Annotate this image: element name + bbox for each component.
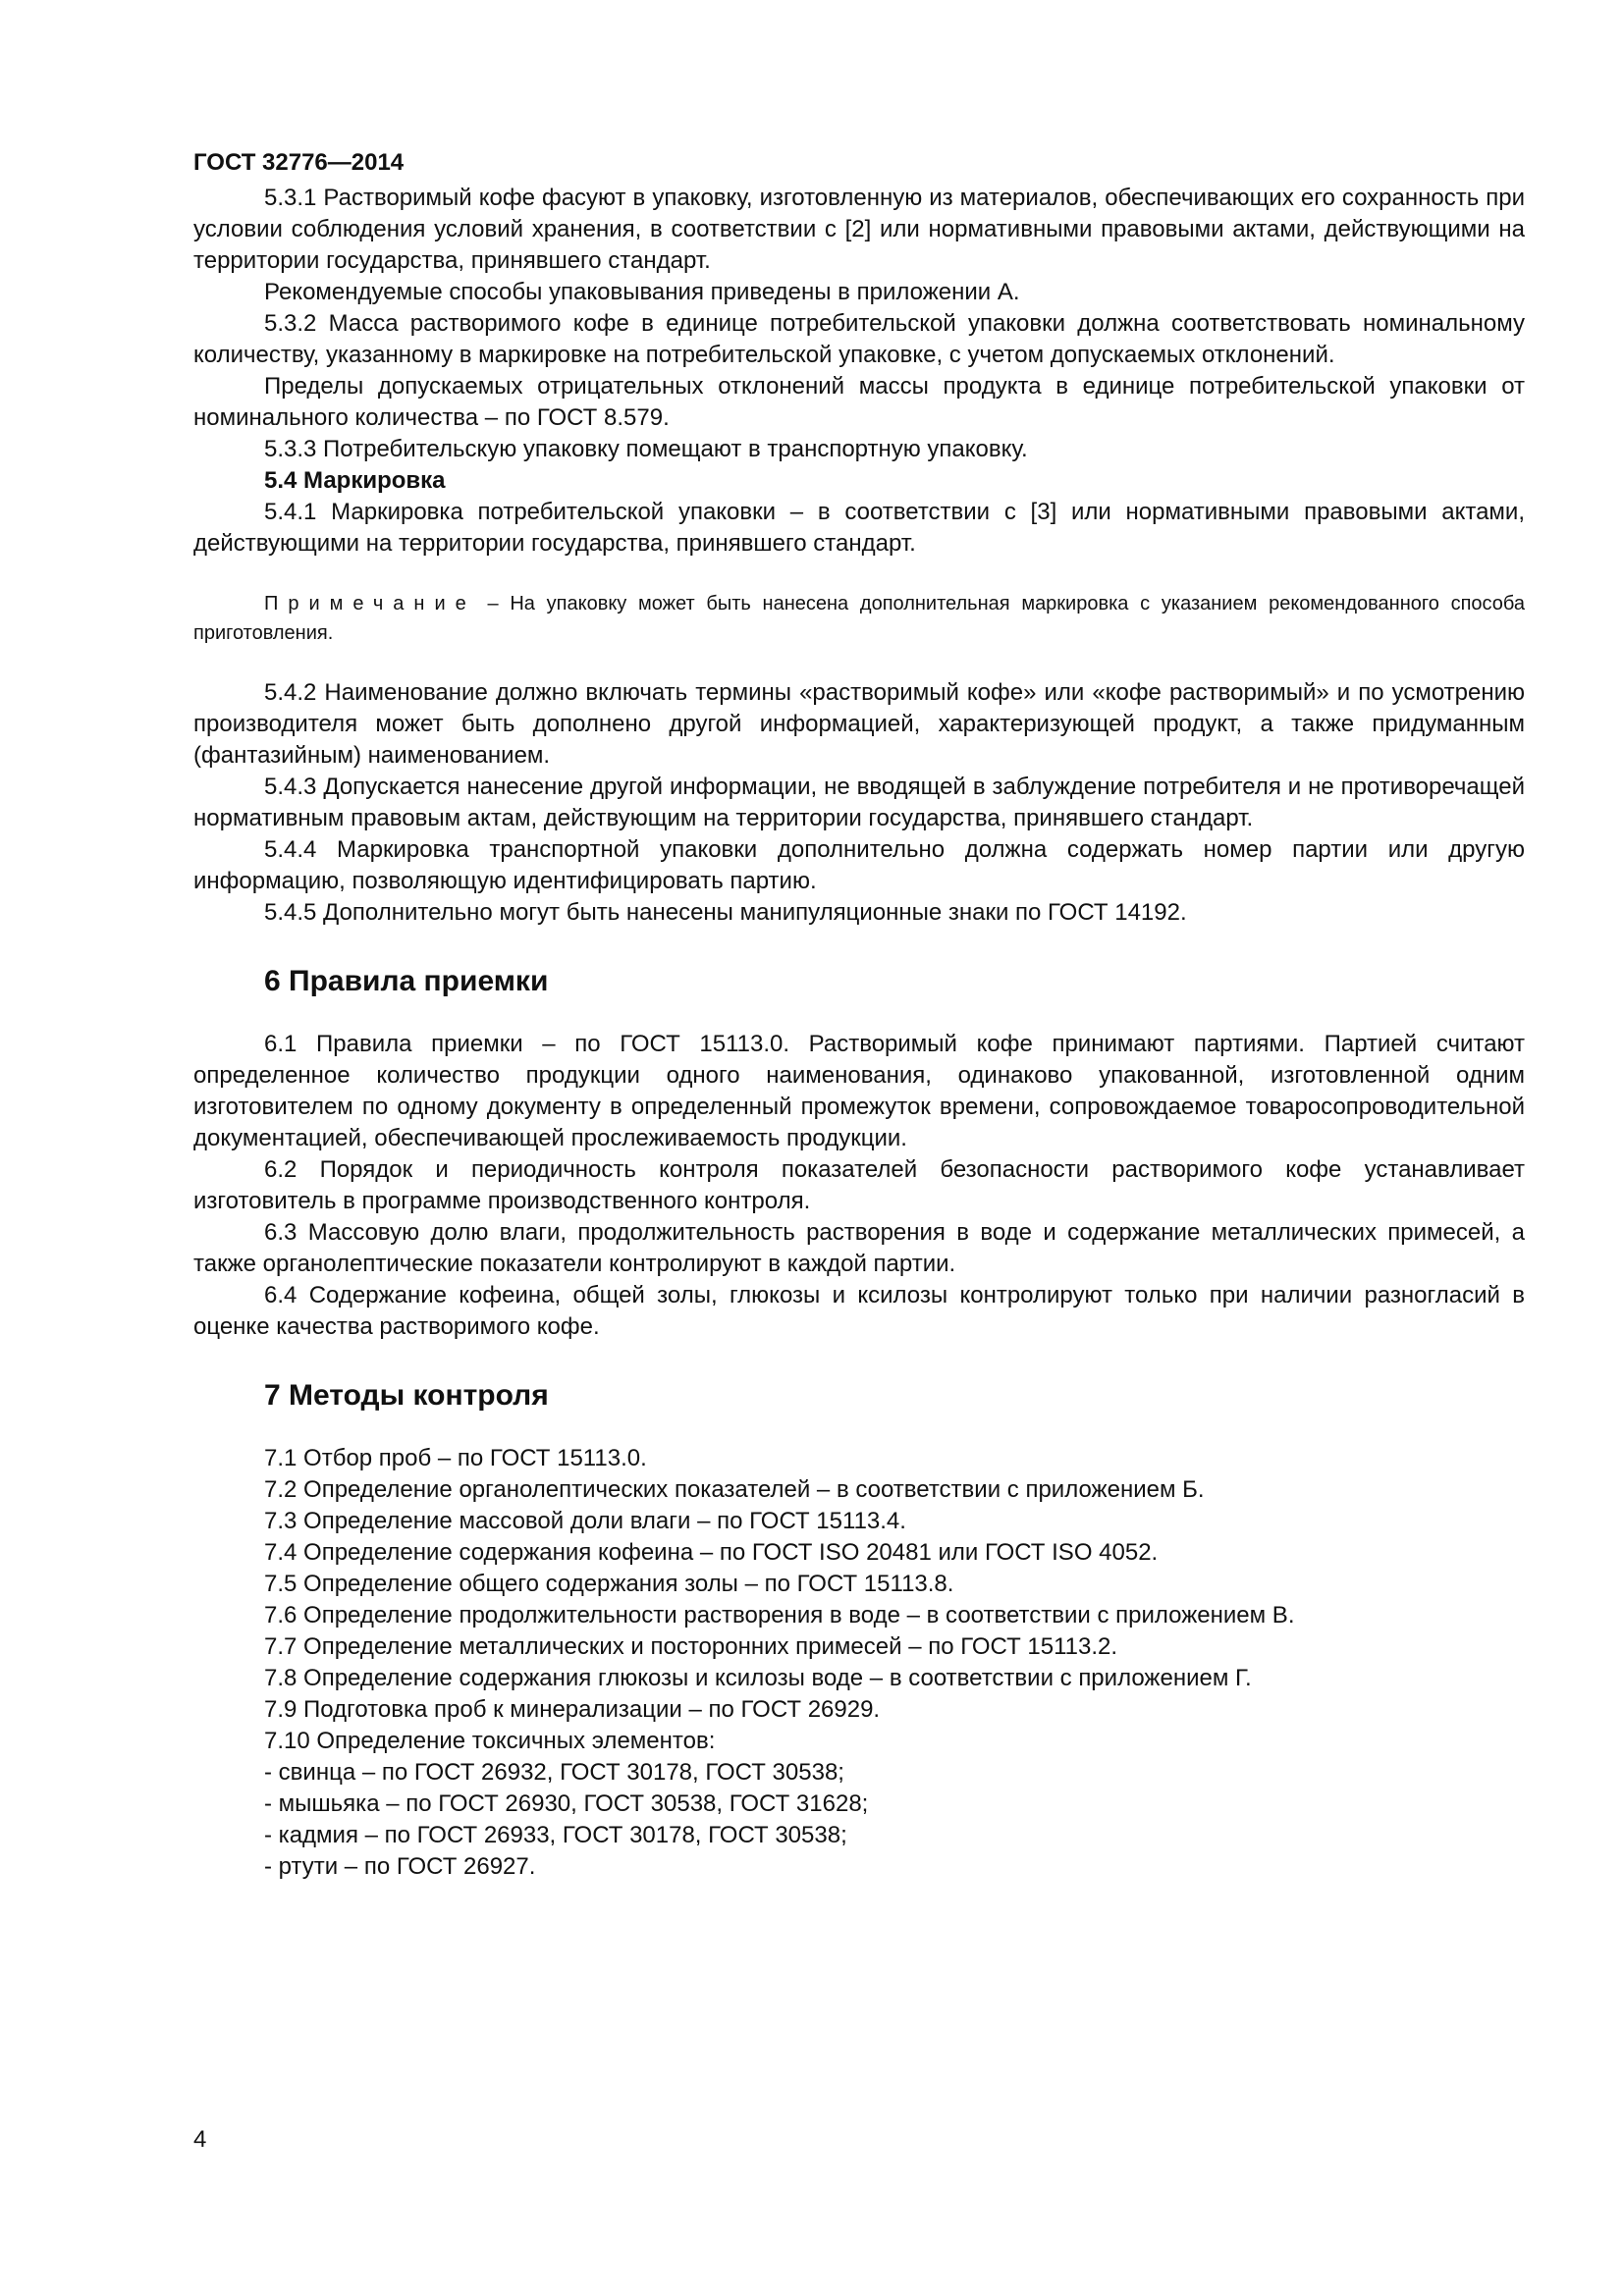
- subheading-5-4: 5.4 Маркировка: [264, 467, 446, 494]
- list-item-7-6: 7.6 Определение продолжительности растворения в воде – в соответствии с приложением В.: [264, 1602, 1295, 1629]
- list-item-7-4: 7.4 Определение содержания кофеина – по ГОСТ ISO 20481 или ГОСТ ISO 4052.: [264, 1539, 1159, 1566]
- paragraph-5-4-5: 5.4.5 Дополнительно могут быть нанесены манипуляционные знаки по ГОСТ 14192.: [264, 899, 1187, 926]
- note-label: Примечание: [264, 593, 476, 614]
- paragraph-5-4-4: 5.4.4 Маркировка транспортной упаковки дополнительно должна содержать номер партии или другую информацию, позволяющую идентифицировать партию.: [193, 836, 1525, 894]
- page-number: 4: [193, 2126, 207, 2153]
- list-item-7-5: 7.5 Определение общего содержания золы – по ГОСТ 15113.8.: [264, 1571, 954, 1597]
- paragraph-6-1: 6.1 Правила приемки – по ГОСТ 15113.0. Растворимый кофе принимают партиями. Партией считают определенное количество продукции одного наименования, одинаково упакованной, изготовленной одним изготовителем по одному документу в определенный промежуток времени, сопровождаемое товаросопроводительной документацией, обеспечивающей прослеживаемость продукции.: [193, 1031, 1525, 1151]
- standard-header: ГОСТ 32776—2014: [193, 149, 405, 176]
- paragraph-5-4-2: 5.4.2 Наименование должно включать термины «растворимый кофе» или «кофе растворимый» и по усмотрению производителя может быть дополнено другой информацией, характеризующей продукт, а также придуманным (фантазийным) наименованием.: [193, 679, 1525, 769]
- paragraph-5-3-1: 5.3.1 Растворимый кофе фасуют в упаковку, изготовленную из материалов, обеспечивающих его сохранность при условии соблюдения условий хранения, в соответствии с [2] или нормативными правовыми актами, действующими на территории государства, принявшего стандарт.: [193, 185, 1525, 274]
- paragraph-recommended-packaging: Рекомендуемые способы упаковывания приведены в приложении А.: [264, 279, 1020, 305]
- toxic-elements-list: [193, 1757, 1525, 1883]
- paragraph-5-4-1: 5.4.1 Маркировка потребительской упаковки – в соответствии с [3] или нормативными правовыми актами, действующими на территории государства, принявшего стандарт.: [193, 499, 1525, 557]
- section-7-title: 7 Методы контроля: [264, 1379, 549, 1412]
- list-item-7-10: 7.10 Определение токсичных элементов:: [264, 1728, 716, 1754]
- list-item-7-7: 7.7 Определение металлических и посторонних примесей – по ГОСТ 15113.2.: [264, 1633, 1118, 1660]
- toxic-element-cadmium: - кадмия – по ГОСТ 26933, ГОСТ 30178, ГОСТ 30538;: [264, 1822, 847, 1848]
- paragraph-5-4-3: 5.4.3 Допускается нанесение другой информации, не вводящей в заблуждение потребителя и не противоречащей нормативным правовым актам, действующим на территории государства, принявшего стандарт.: [193, 774, 1525, 831]
- section-6-title: 6 Правила приемки: [264, 965, 549, 997]
- control-methods-list: [193, 1443, 1525, 1757]
- paragraph-6-2: 6.2 Порядок и периодичность контроля показателей безопасности растворимого кофе устанавливает изготовитель в программе производственного контроля.: [193, 1156, 1525, 1214]
- paragraph-mass-deviation-limits: Пределы допускаемых отрицательных отклонений массы продукта в единице потребительской упаковки от номинального количества – по ГОСТ 8.579.: [193, 373, 1525, 431]
- list-item-7-9: 7.9 Подготовка проб к минерализации – по ГОСТ 26929.: [264, 1696, 881, 1723]
- list-item-7-2: 7.2 Определение органолептических показателей – в соответствии с приложением Б.: [264, 1476, 1205, 1503]
- note-text: – На упаковку может быть нанесена дополнительная маркировка с указанием рекомендованного способа приготовления.: [193, 593, 1525, 644]
- paragraph-5-3-2: 5.3.2 Масса растворимого кофе в единице потребительской упаковки должна соответствовать номинальному количеству, указанному в маркировке на потребительской упаковке, с учетом допускаемых отклонений.: [193, 310, 1525, 368]
- document-page: [193, 147, 1525, 1883]
- note-block: [193, 589, 1525, 648]
- list-item-7-3: 7.3 Определение массовой доли влаги – по ГОСТ 15113.4.: [264, 1508, 906, 1534]
- paragraph-6-4: 6.4 Содержание кофеина, общей золы, глюкозы и ксилозы контролируют только при наличии разногласий в оценке качества растворимого кофе.: [193, 1282, 1525, 1340]
- list-item-7-8: 7.8 Определение содержания глюкозы и ксилозы воде – в соответствии с приложением Г.: [264, 1665, 1252, 1691]
- paragraph-6-3: 6.3 Массовую долю влаги, продолжительность растворения в воде и содержание металлических примесей, а также органолептические показатели контролируют в каждой партии.: [193, 1219, 1525, 1277]
- paragraph-5-3-3: 5.3.3 Потребительскую упаковку помещают в транспортную упаковку.: [264, 436, 1028, 462]
- toxic-element-arsenic: - мышьяка – по ГОСТ 26930, ГОСТ 30538, ГОСТ 31628;: [264, 1790, 869, 1817]
- toxic-element-lead: - свинца – по ГОСТ 26932, ГОСТ 30178, ГОСТ 30538;: [264, 1759, 844, 1786]
- toxic-element-mercury: - ртути – по ГОСТ 26927.: [264, 1853, 536, 1880]
- list-item-7-1: 7.1 Отбор проб – по ГОСТ 15113.0.: [264, 1445, 647, 1471]
